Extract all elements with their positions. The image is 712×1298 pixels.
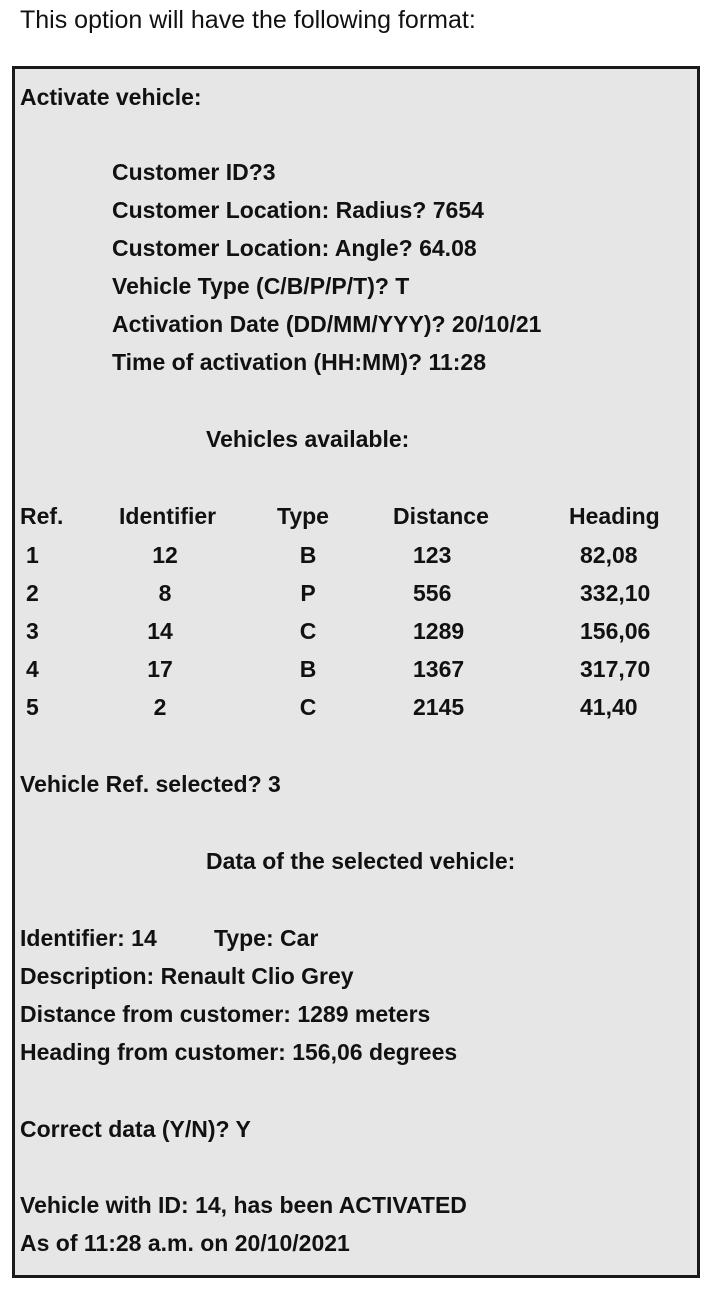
- table-cell-type: B: [299, 656, 317, 682]
- table-cell-distance: 556: [413, 580, 452, 606]
- prompt-vehicle-type: Vehicle Type (C/B/P/P/T)? T: [112, 273, 410, 299]
- table-cell-ref: 5: [26, 694, 39, 720]
- prompt-vehicle-ref-selected: Vehicle Ref. selected? 3: [20, 771, 281, 797]
- prompt-correct-data: Correct data (Y/N)? Y: [20, 1116, 251, 1142]
- prompt-customer-radius: Customer Location: Radius? 7654: [112, 197, 484, 223]
- table-cell-type: C: [299, 618, 317, 644]
- table-cell-heading: 332,10: [580, 580, 651, 606]
- selected-identifier: Identifier: 14: [20, 925, 157, 951]
- column-header-type: Type: [277, 503, 329, 529]
- prompt-customer-angle: Customer Location: Angle? 64.08: [112, 235, 477, 261]
- prompt-activation-time: Time of activation (HH:MM)? 11:28: [112, 349, 487, 375]
- table-cell-identifier: 12: [152, 542, 178, 568]
- table-cell-distance: 1367: [413, 656, 465, 682]
- selected-heading: Heading from customer: 156,06 degrees: [20, 1039, 458, 1065]
- table-cell-ref: 1: [26, 542, 39, 568]
- selected-distance: Distance from customer: 1289 meters: [20, 1001, 431, 1027]
- activation-result-line: Vehicle with ID: 14, has been ACTIVATED: [20, 1192, 467, 1218]
- table-cell-heading: 82,08: [580, 542, 638, 568]
- table-cell-identifier: 14: [147, 618, 173, 644]
- activation-timestamp-line: As of 11:28 a.m. on 20/10/2021: [20, 1230, 350, 1256]
- table-cell-identifier: 17: [147, 656, 173, 682]
- table-cell-distance: 2145: [413, 694, 465, 720]
- prompt-activation-date: Activation Date (DD/MM/YYY)? 20/10/21: [112, 311, 542, 337]
- intro-text: This option will have the following format:: [20, 6, 476, 34]
- selected-type: Type: Car: [214, 925, 319, 951]
- table-cell-identifier: 2: [153, 694, 167, 720]
- table-cell-type: B: [299, 542, 317, 568]
- table-cell-heading: 317,70: [580, 656, 651, 682]
- table-cell-distance: 1289: [413, 618, 465, 644]
- table-cell-ref: 2: [26, 580, 39, 606]
- table-cell-ref: 4: [26, 656, 39, 682]
- column-header-ref: Ref.: [20, 503, 64, 529]
- selected-vehicle-heading: Data of the selected vehicle:: [206, 848, 516, 874]
- table-cell-heading: 41,40: [580, 694, 638, 720]
- table-cell-ref: 3: [26, 618, 39, 644]
- prompt-customer-id: Customer ID?3: [112, 159, 276, 185]
- vehicles-available-heading: Vehicles available:: [206, 426, 410, 452]
- table-cell-distance: 123: [413, 542, 452, 568]
- column-header-identifier: Identifier: [119, 503, 217, 529]
- table-cell-type: P: [300, 580, 316, 606]
- selected-description: Description: Renault Clio Grey: [20, 963, 354, 989]
- column-header-heading: Heading: [569, 503, 660, 529]
- table-cell-type: C: [299, 694, 317, 720]
- column-header-distance: Distance: [393, 503, 489, 529]
- table-cell-identifier: 8: [158, 580, 172, 606]
- table-cell-heading: 156,06: [580, 618, 651, 644]
- section-title: Activate vehicle:: [20, 84, 202, 110]
